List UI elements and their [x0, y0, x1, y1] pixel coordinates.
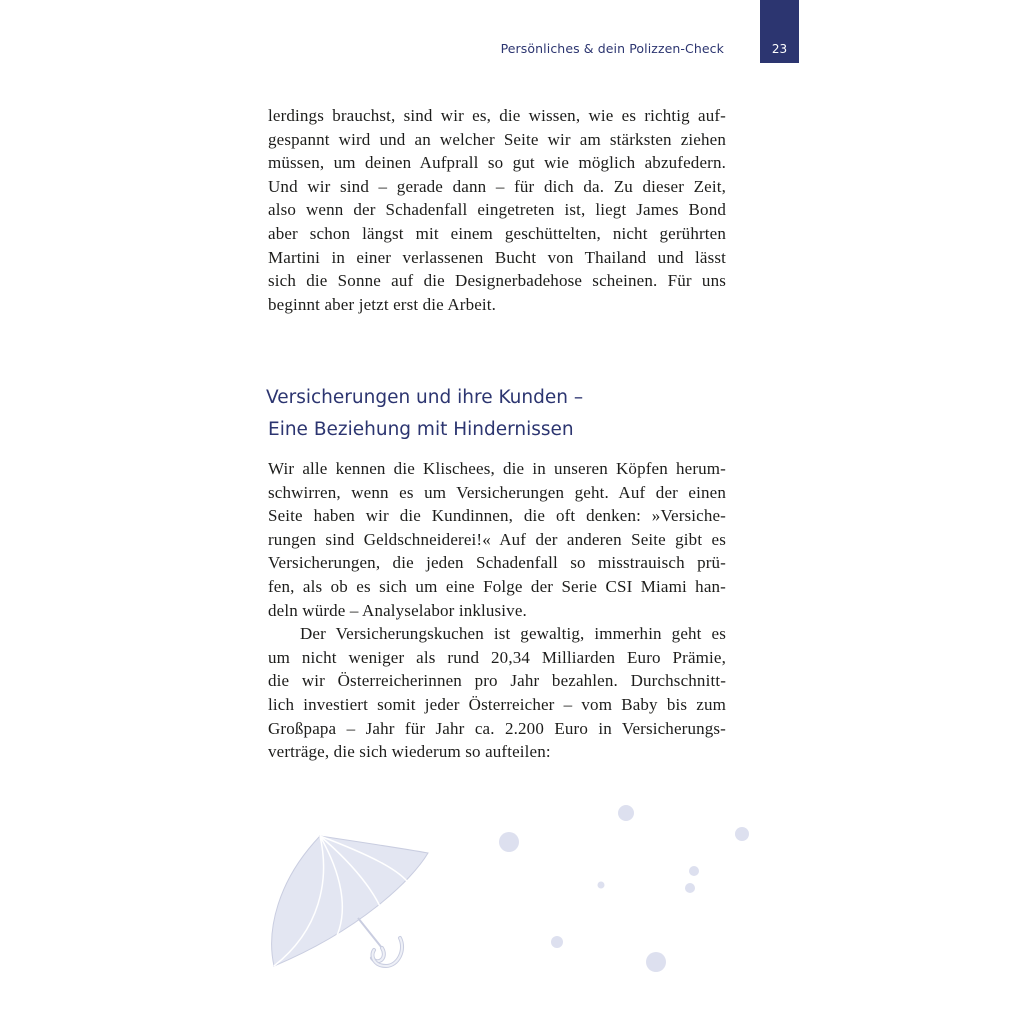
raindrop: [735, 827, 749, 841]
raindrop: [689, 866, 699, 876]
text-line: also wenn der Schadenfall eingetreten ist, liegt James Bond: [268, 200, 726, 220]
raindrop: [598, 882, 605, 889]
text-line: Seite haben wir die Kundinnen, die oft denken: »Versiche-: [268, 506, 726, 526]
text-line: gespannt wird und an welcher Seite wir am stärksten ziehen: [268, 129, 726, 149]
raindrop: [499, 832, 519, 852]
text-line: Der Versicherungskuchen ist gewaltig, immerhin geht es: [300, 624, 726, 644]
text-line: Versicherungen, die jeden Schadenfall so misstrauisch prü-: [268, 553, 726, 573]
text-line: Großpapa – Jahr für Jahr ca. 2.200 Euro in Versicherungs-: [268, 718, 726, 738]
raindrop: [618, 805, 634, 821]
text-line: fen, als ob es sich um eine Folge der Serie CSI Miami han-: [268, 576, 726, 596]
text-line: sich die Sonne auf die Designerbadehose scheinen. Für uns: [268, 271, 726, 291]
text-line: lerdings brauchst, sind wir es, die wissen, wie es richtig auf-: [268, 106, 726, 125]
text-line: aber schon längst mit einem geschüttelten, nicht gerührten: [268, 223, 726, 243]
raindrop: [685, 883, 695, 893]
section-heading-line-1: Versicherungen und ihre Kunden –: [266, 387, 584, 408]
raindrop: [646, 952, 666, 972]
text-line: beginnt aber jetzt erst die Arbeit.: [268, 294, 497, 314]
text-line: die wir Österreicherinnen pro Jahr bezahlen. Durchschnitt-: [268, 671, 726, 691]
section-heading-line-2: Eine Beziehung mit Hindernissen: [268, 419, 574, 440]
raindrops: [499, 805, 749, 972]
text-line: Und wir sind – gerade dann – für dich da. Zu dieser Zeit,: [268, 176, 726, 196]
running-header-title: Persönliches & dein Polizzen-Check: [500, 41, 724, 56]
text-line: müssen, um deinen Aufprall so gut wie möglich abzufedern.: [268, 153, 726, 173]
text-line: um nicht weniger als rund 20,34 Milliarden Euro Prämie,: [268, 647, 726, 667]
page-number: 23: [771, 42, 788, 56]
text-line: verträge, die sich wiederum so aufteilen:: [268, 742, 551, 762]
text-line: schwirren, wenn es um Versicherungen geht. Auf der einen: [268, 482, 726, 502]
text-line: lich investiert somit jeder Österreicher – vom Baby bis zum: [268, 694, 726, 714]
raindrop: [551, 936, 563, 948]
umbrella-icon: [272, 836, 428, 966]
text-line: Wir alle kennen die Klischees, die in unseren Köpfen herum-: [268, 459, 726, 478]
text-line: Martini in einer verlassenen Bucht von Thailand und lässt: [268, 247, 726, 267]
text-line: rungen sind Geldschneiderei!« Auf der anderen Seite gibt es: [268, 529, 726, 549]
text-line: deln würde – Analyselabor inklusive.: [268, 600, 527, 620]
